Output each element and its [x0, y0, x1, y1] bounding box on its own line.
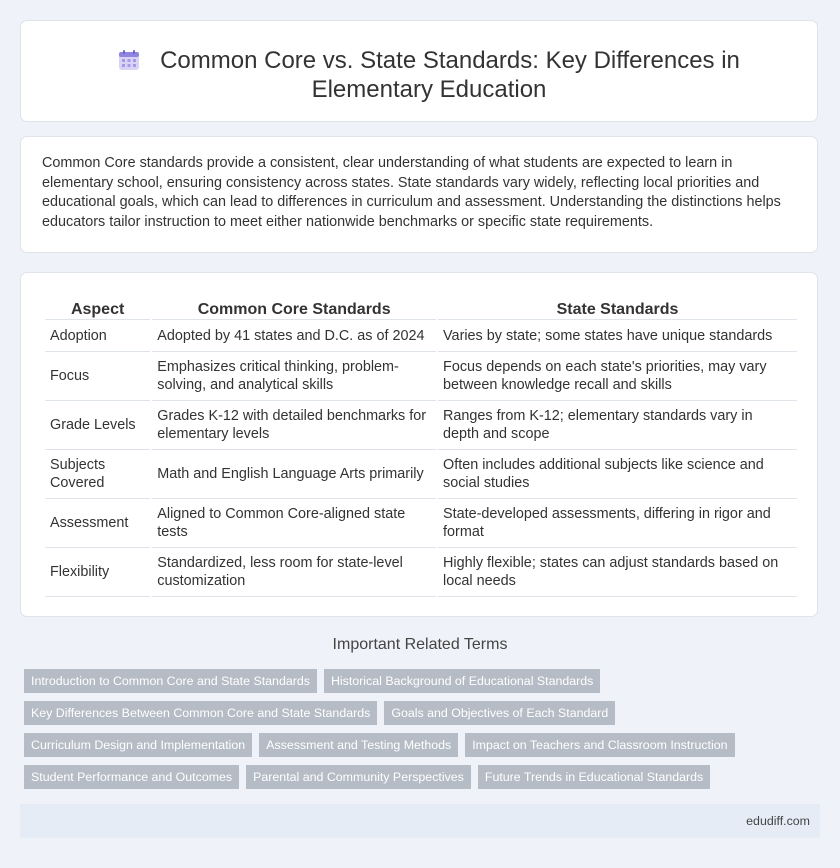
calendar-icon: [118, 49, 140, 71]
aspect-cell: Assessment: [45, 499, 150, 548]
footer: [20, 804, 820, 838]
related-term-tag[interactable]: Historical Background of Educational Standards: [324, 669, 600, 693]
common-core-cell: Adopted by 41 states and D.C. as of 2024: [152, 320, 436, 352]
common-core-cell: Aligned to Common Core-aligned state tests: [152, 499, 436, 548]
state-standards-cell: Focus depends on each state's priorities, may vary between knowledge recall and skills: [438, 352, 797, 401]
page-title: [61, 46, 797, 104]
common-core-cell: Emphasizes critical thinking, problem-solving, and analytical skills: [152, 352, 436, 401]
comparison-card: [20, 272, 818, 617]
table-row: [45, 401, 797, 450]
related-term-tag[interactable]: Future Trends in Educational Standards: [478, 765, 710, 789]
common-core-cell: Standardized, less room for state-level customization: [152, 548, 436, 597]
tag-row: [24, 765, 804, 789]
related-terms-title: Important Related Terms: [332, 636, 508, 653]
aspect-cell: Focus: [45, 352, 150, 401]
related-term-tag[interactable]: Introduction to Common Core and State Standards: [24, 669, 317, 693]
aspect-cell: Flexibility: [45, 548, 150, 597]
tag-row: [24, 701, 804, 725]
tag-row: [24, 733, 804, 757]
related-terms-list: [24, 669, 804, 797]
page-title-text: Common Core vs. State Standards: Key Differences in Elementary Education: [160, 47, 740, 103]
intro-paragraph: Common Core standards provide a consistent, clear understanding of what students are expected to learn in elementary school, ensuring consistency across states. State standards vary widely, reflecting local priorities and educational goals, which can lead to differences in curriculum and assessment. Understanding the distinctions helps educators tailor instruction to meet either nationwide benchmarks or specific state requirements.: [42, 155, 781, 230]
table-row: [45, 352, 797, 401]
related-term-tag[interactable]: Assessment and Testing Methods: [259, 733, 458, 757]
tag-row: [24, 669, 804, 693]
header-card: [20, 20, 818, 122]
aspect-cell: Subjects Covered: [45, 450, 150, 499]
header-common-core: Common Core Standards: [152, 295, 436, 320]
related-term-tag[interactable]: Goals and Objectives of Each Standard: [384, 701, 615, 725]
common-core-cell: Math and English Language Arts primarily: [152, 450, 436, 499]
comparison-table: [43, 295, 799, 597]
related-term-tag[interactable]: Student Performance and Outcomes: [24, 765, 239, 789]
state-standards-cell: State-developed assessments, differing in rigor and format: [438, 499, 797, 548]
table-row: [45, 548, 797, 597]
table-header-row: [45, 295, 797, 320]
state-standards-cell: Highly flexible; states can adjust standards based on local needs: [438, 548, 797, 597]
related-term-tag[interactable]: Parental and Community Perspectives: [246, 765, 471, 789]
related-term-tag[interactable]: Key Differences Between Common Core and State Standards: [24, 701, 377, 725]
common-core-cell: Grades K-12 with detailed benchmarks for elementary levels: [152, 401, 436, 450]
header-state-standards: State Standards: [438, 295, 797, 320]
intro-card: [20, 136, 818, 253]
state-standards-cell: Ranges from K-12; elementary standards vary in depth and scope: [438, 401, 797, 450]
table-row: [45, 320, 797, 352]
state-standards-cell: Often includes additional subjects like science and social studies: [438, 450, 797, 499]
table-row: [45, 450, 797, 499]
related-term-tag[interactable]: Curriculum Design and Implementation: [24, 733, 252, 757]
aspect-cell: Grade Levels: [45, 401, 150, 450]
site-name[interactable]: edudiff.com: [746, 814, 810, 828]
header-aspect: Aspect: [45, 295, 150, 320]
aspect-cell: Adoption: [45, 320, 150, 352]
table-row: [45, 499, 797, 548]
related-term-tag[interactable]: Impact on Teachers and Classroom Instruction: [465, 733, 734, 757]
state-standards-cell: Varies by state; some states have unique standards: [438, 320, 797, 352]
